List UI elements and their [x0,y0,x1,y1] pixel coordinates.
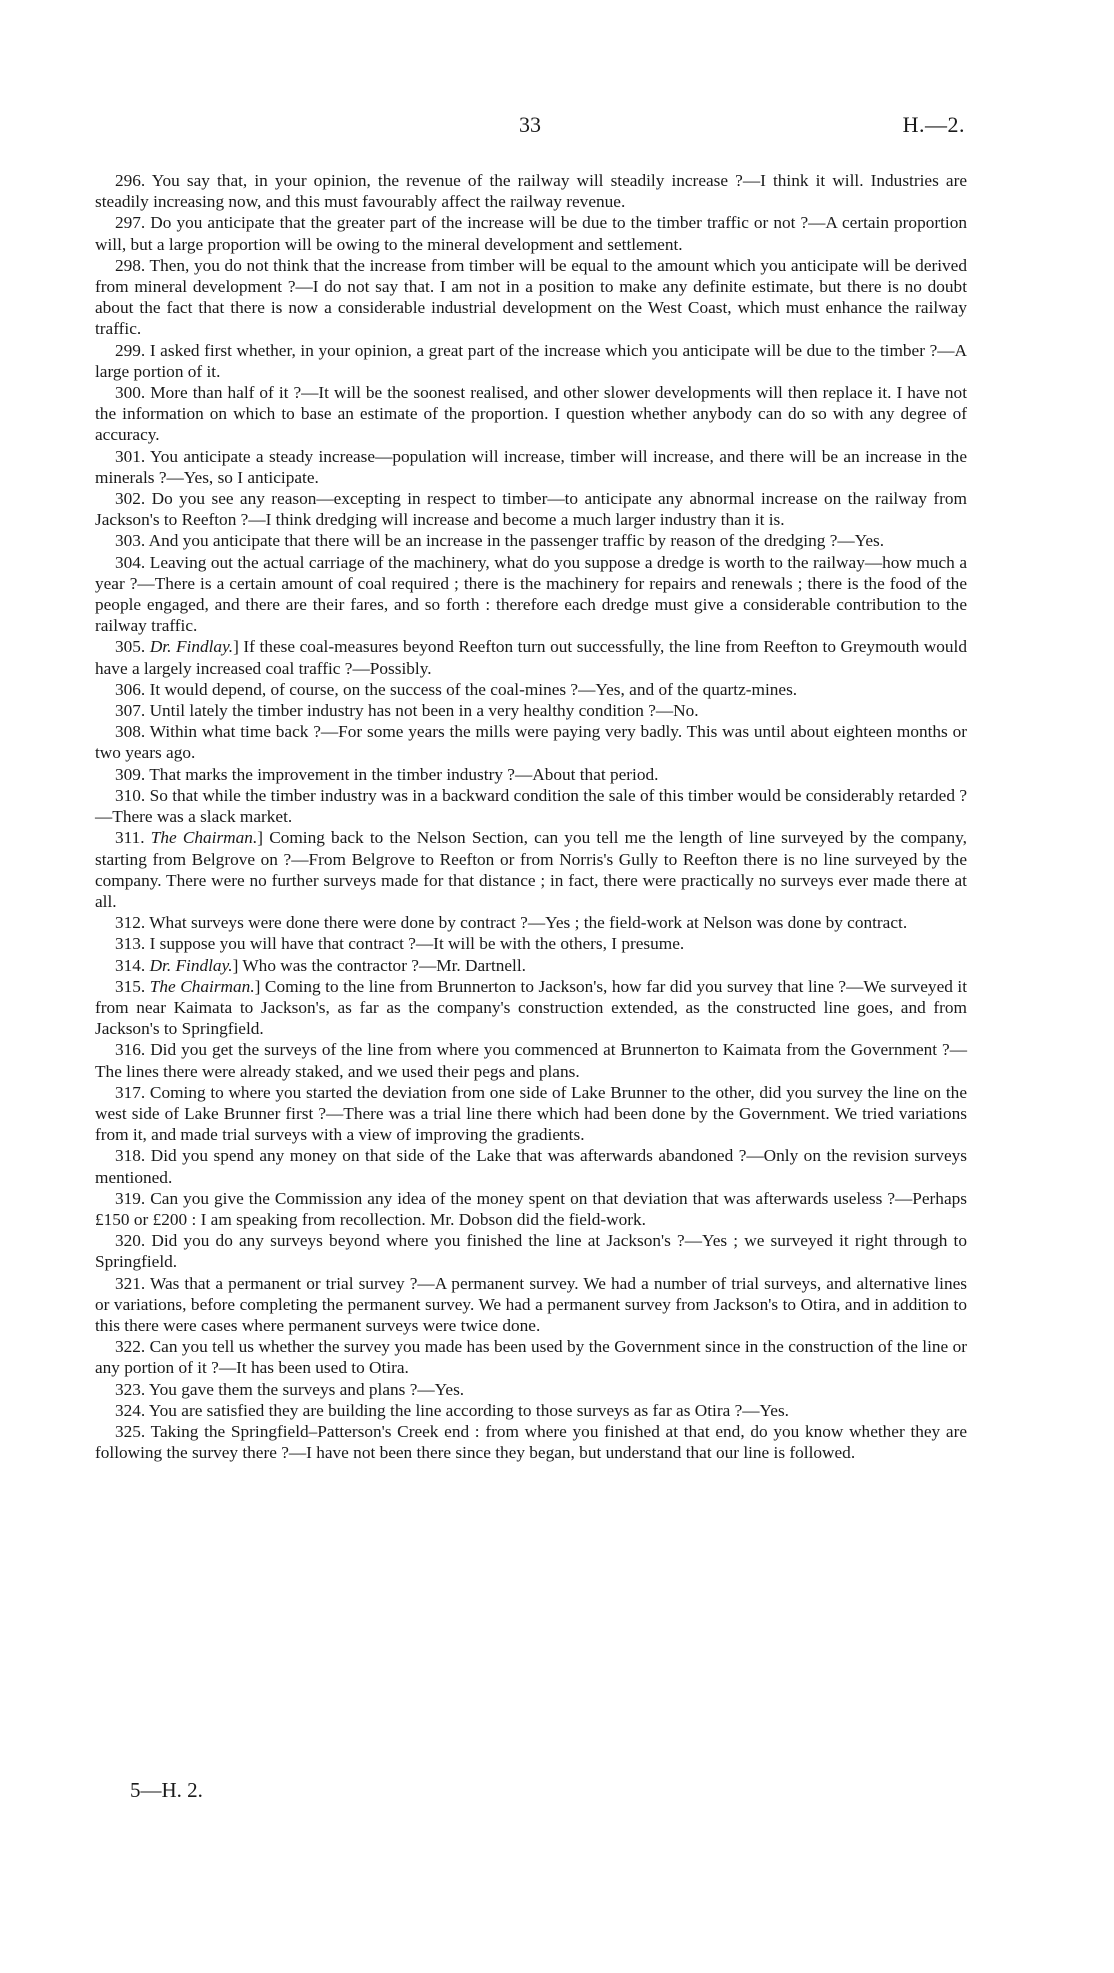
testimony-text: 316. Did you get the surveys of the line from where you commenced at Brunnerton to Kaimata from the Government ?—The lines there were already staked, and we used their pegs and plans. [95,1040,967,1081]
testimony-paragraph [95,1145,967,1187]
testimony-paragraph [95,552,967,637]
testimony-paragraph [95,212,967,254]
testimony-text: 322. Can you tell us whether the survey you made has been used by the Government since in the construction of the line or any portion of it ?—It has been used to Otira. [95,1337,967,1378]
testimony-text: 321. Was that a permanent or trial survey ?—A permanent survey. We had a number of trial surveys, and alternative lines or variations, before completing the permanent survey. We had a permanent survey from Jackson's to Otira, and in addition to this there were cases where permanent surveys were twice done. [95,1273,967,1335]
testimony-text: 325. Taking the Springfield–Patterson's Creek end : from where you finished at that end, do you know whether they are following the survey there ?—I have not been there since they began, but understand that our line is followed. [95,1421,967,1463]
testimony-paragraph [95,976,967,1040]
testimony-paragraph [95,636,967,678]
testimony-paragraph [95,764,967,785]
testimony-text: 297. Do you anticipate that the greater part of the increase will be due to the timber traffic or not ?—A certain proportion will, but a large proportion will be owing to the mineral development and settlement. [95,213,967,254]
testimony-text: ] Coming back to the Nelson Section, can you tell me the length of line surveyed by the company, starting from Belgrove on ?—From Belgrove to Reefton or from Norris's Gully to Reefton there is no line surveyed by the company. There were no further surveys made for that distance ; in fact, there were practically no surveys ever made there at all. [95,828,967,911]
testimony-paragraph [95,1421,967,1463]
testimony-paragraph [95,1336,967,1378]
testimony-paragraph [95,1230,967,1272]
testimony-text: 299. I asked first whether, in your opinion, a great part of the increase which you anticipate will be due to the timber ?—A large portion of it. [95,340,967,381]
testimony-text: 324. You are satisfied they are building the line according to those surveys as far as Otira ?—Yes. [115,1400,789,1420]
testimony-paragraph [95,1379,967,1400]
testimony-paragraph [95,255,967,340]
question-number: 311. [115,828,151,848]
evidence-body [95,170,967,1463]
testimony-paragraph [95,1082,967,1146]
testimony-text: 317. Coming to where you started the deviation from one side of Lake Brunner to the other, did you survey the line on the west side of Lake Brunner first ?—There was a trial line there which had been done by the Government. We tried variations from it, and made trial surveys with a view of improving the gradients. [95,1082,967,1145]
testimony-paragraph [95,827,967,912]
testimony-text: 313. I suppose you will have that contract ?—It will be with the others, I presume. [115,934,685,954]
testimony-paragraph [95,530,967,551]
speaker-name: Dr. Findlay. [149,637,234,657]
testimony-text: 303. And you anticipate that there will be an increase in the passenger traffic by reason of the dredging ?—Yes. [115,531,885,551]
testimony-paragraph [95,700,967,721]
testimony-paragraph [95,785,967,827]
document-reference: H.—2. [902,112,965,137]
testimony-paragraph [95,912,967,933]
question-number: 314. [115,955,150,975]
testimony-text: 296. You say that, in your opinion, the revenue of the railway will steadily increase ?—I think it will. Industries are steadily increasing now, and this must favourably affect the railway revenue. [95,171,967,212]
testimony-text: 323. You gave them the surveys and plans ?—Yes. [115,1379,465,1399]
testimony-paragraph [95,1400,967,1421]
testimony-paragraph [95,933,967,954]
testimony-text: 318. Did you spend any money on that side of the Lake that was afterwards abandoned ?—Only on the revision surveys mentioned. [95,1146,967,1187]
testimony-paragraph [95,1188,967,1230]
speaker-name: Dr. Findlay. [149,955,233,975]
page-header [95,112,965,152]
testimony-text: ] Who was the contractor ?—Mr. Dartnell. [232,955,526,975]
page-number: 33 [519,112,541,137]
testimony-text: 306. It would depend, of course, on the success of the coal-mines ?—Yes, and of the quartz-mines. [115,679,798,699]
testimony-paragraph [95,1273,967,1337]
question-number: 315. [115,976,150,996]
testimony-text: 301. You anticipate a steady increase—population will increase, timber will increase, and there will be an increase in the minerals ?—Yes, so I anticipate. [95,446,967,487]
testimony-text: 302. Do you see any reason—excepting in respect to timber—to anticipate any abnormal increase on the railway from Jackson's to Reefton ?—I think dredging will increase and become a much larger industry than it is. [95,489,967,530]
testimony-text: ] Coming to the line from Brunnerton to Jackson's, how far did you survey that line ?—We surveyed it from near Kaimata to Jackson's, as far as the company's construction extended, as the constructed line goes, and from Jackson's to Springfield. [95,976,968,1039]
testimony-paragraph [95,488,967,530]
testimony-paragraph [95,1039,967,1081]
testimony-paragraph [95,955,967,976]
testimony-text: 308. Within what time back ?—For some years the mills were paying very badly. This was until about eighteen months or two years ago. [95,722,967,763]
testimony-paragraph [95,721,967,763]
testimony-text: 309. That marks the improvement in the timber industry ?—About that period. [115,764,659,784]
speaker-name: The Chairman. [149,976,255,996]
testimony-text: 312. What surveys were done there were done by contract ?—Yes ; the field-work at Nelson was done by contract. [115,913,908,933]
testimony-text: 310. So that while the timber industry was in a backward condition the sale of this timber would be considerably retarded ?—There was a slack market. [95,785,967,827]
testimony-paragraph [95,340,967,382]
testimony-text: 319. Can you give the Commission any idea of the money spent on that deviation that was afterwards useless ?—Perhaps £150 or £200 : I am speaking from recollection. Mr. Dobson did the field-work. [95,1188,967,1229]
testimony-text: 298. Then, you do not think that the increase from timber will be equal to the amount which you anticipate will be derived from mineral development ?—I do not say that. I am not in a position to make any definite estimate, but there is no doubt about the fact that there is now a considerable industrial development on the West Coast, which must enhance the railway traffic. [95,255,967,339]
testimony-paragraph [95,446,967,488]
testimony-text: ] If these coal-measures beyond Reefton turn out successfully, the line from Reefton to Greymouth would have a largely increased coal traffic ?—Possibly. [95,637,967,678]
testimony-text: 307. Until lately the timber industry has not been in a very healthy condition ?—No. [115,701,699,721]
signature-mark: 5—H. 2. [130,1778,203,1802]
question-number: 305. [115,637,150,657]
speaker-name: The Chairman. [150,828,258,848]
testimony-text: 320. Did you do any surveys beyond where you finished the line at Jackson's ?—Yes ; we surveyed it right through to Springfield. [95,1231,967,1272]
testimony-paragraph [95,170,967,212]
testimony-paragraph [95,382,967,446]
testimony-paragraph [95,679,967,700]
testimony-text: 304. Leaving out the actual carriage of the machinery, what do you suppose a dredge is worth to the railway—how much a year ?—There is a certain amount of coal required ; there is the machinery for repairs and renewals ; there is the food of the people engaged, and there are their fares, and so forth : therefore each dredge must give a considerable contribution to the railway traffic. [95,552,967,636]
testimony-text: 300. More than half of it ?—It will be the soonest realised, and other slower developments will then replace it. I have not the information on which to base an estimate of the proportion. I question whether anybody can do so with any degree of accuracy. [95,383,967,445]
